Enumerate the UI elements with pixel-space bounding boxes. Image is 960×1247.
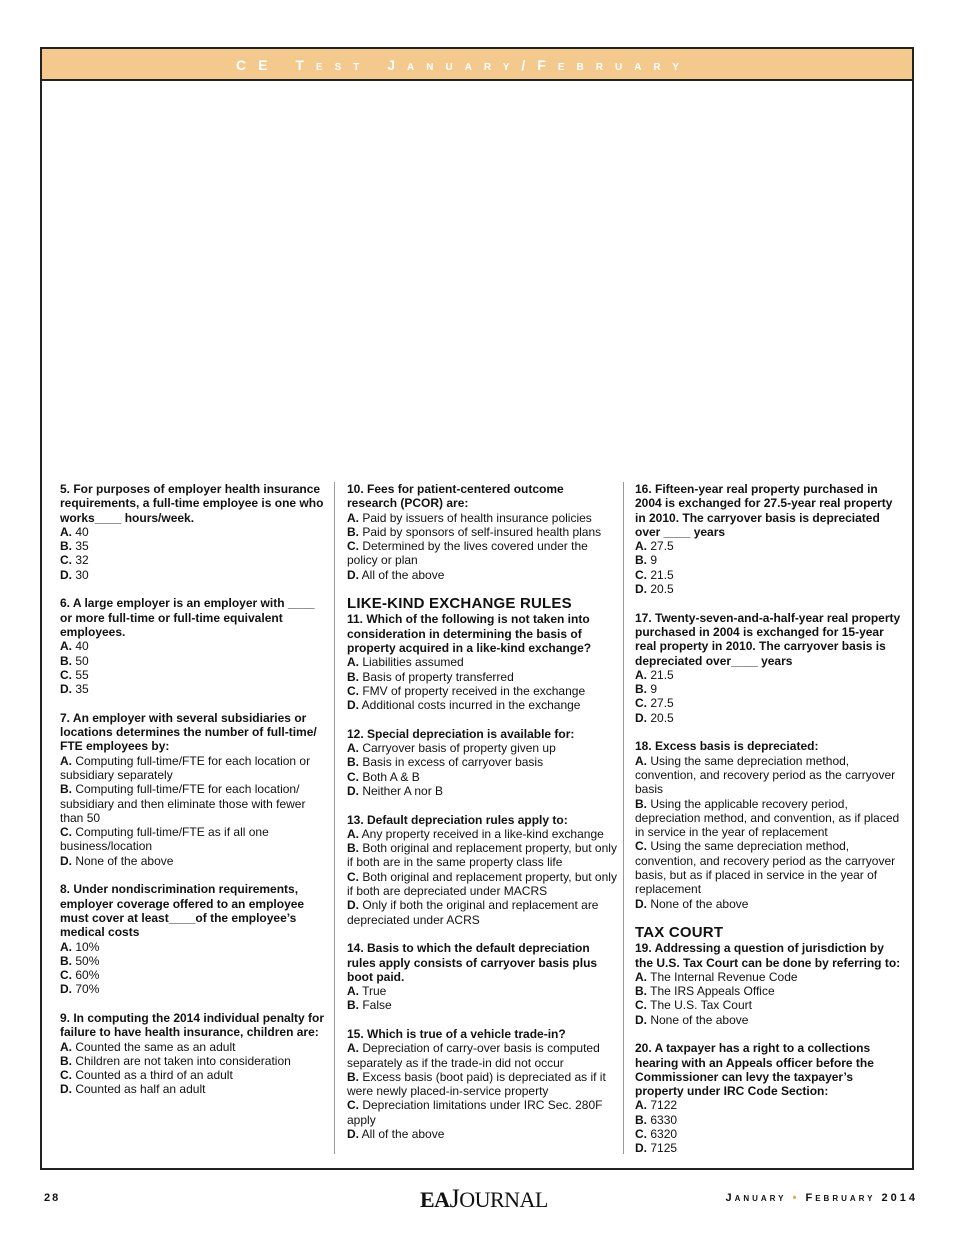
option-text: 20.5 — [650, 582, 674, 597]
option-text: Depreciation of carry-over basis is computed separately as if the trade-in did not occur — [347, 1041, 600, 1070]
answer-option — [635, 539, 905, 553]
option-text: 9 — [650, 682, 658, 697]
option-letter: A. — [635, 1098, 647, 1113]
question-item — [60, 711, 328, 868]
option-letter: A. — [635, 969, 647, 984]
question-text: 7. An employer with several subsidiaries or locations determines the number of full-time/ FTE employees by: — [60, 710, 317, 754]
column-divider — [334, 482, 335, 1154]
option-letter: A. — [347, 1041, 359, 1056]
option-letter: B. — [60, 953, 72, 968]
answer-option — [347, 1070, 617, 1099]
answer-option — [60, 1040, 328, 1054]
answer-option — [60, 654, 328, 668]
answer-option — [347, 741, 617, 755]
option-letter: D. — [60, 853, 72, 868]
option-text: 40 — [75, 524, 89, 539]
option-text: Counted as a third of an adult — [75, 1068, 233, 1083]
option-letter: B. — [635, 984, 647, 999]
answer-option — [347, 827, 617, 841]
page-footer — [0, 1180, 960, 1220]
question-list — [347, 482, 617, 582]
option-text: None of the above — [75, 853, 174, 868]
answer-option — [635, 568, 905, 582]
question-text: 6. A large employer is an employer with ____ or more full-time or full-time equivalent employees. — [60, 596, 315, 639]
option-text: Determined by the lives covered under the policy or plan — [347, 539, 588, 568]
answer-option — [635, 970, 905, 984]
option-letter: B. — [60, 1053, 72, 1068]
answer-option — [635, 1098, 905, 1112]
answer-option — [347, 898, 617, 927]
answer-option — [635, 711, 905, 725]
option-text: Both original and replacement property, but only if both are in the same property class life — [347, 841, 617, 870]
answer-option — [347, 998, 617, 1012]
option-letter: C. — [635, 567, 647, 582]
option-text: All of the above — [361, 567, 445, 582]
option-letter: D. — [347, 1127, 359, 1142]
question-item — [347, 727, 617, 798]
answer-option — [60, 639, 328, 653]
ce-test-frame — [40, 47, 914, 1170]
option-letter: A. — [60, 939, 72, 954]
option-text: 20.5 — [650, 710, 674, 725]
option-letter: B. — [60, 782, 72, 797]
option-letter: A. — [347, 510, 359, 525]
answer-option — [60, 668, 328, 682]
option-text: Excess basis (boot paid) is depreciated as if it were newly placed-in-service property — [347, 1069, 606, 1099]
option-letter: A. — [635, 539, 647, 554]
answer-option — [60, 940, 328, 954]
answer-option — [635, 668, 905, 682]
option-text: 50% — [75, 953, 100, 968]
question-item — [635, 1041, 905, 1155]
option-text: Basis of property transferred — [362, 669, 514, 684]
question-text: 12. Special depreciation is available for: — [347, 726, 575, 741]
option-text: 60% — [75, 968, 100, 983]
answer-option — [347, 525, 617, 539]
option-text: 7125 — [650, 1141, 678, 1156]
question-text: 19. Addressing a question of jurisdiction by the U.S. Tax Court can be done by referring to: — [635, 941, 901, 970]
answer-option — [60, 954, 328, 968]
question-list — [347, 612, 617, 1141]
option-letter: B. — [635, 1112, 647, 1127]
option-text: Using the same depreciation method, convention, and recovery period as the carryover basis — [635, 753, 896, 797]
option-letter: B. — [347, 998, 359, 1013]
question-text: 17. Twenty-seven-and-a-half-year real property purchased in 2004 is exchanged for 15-year real property in 2010. The carryover basis is depreciated over____ years — [635, 610, 901, 668]
option-letter: D. — [347, 698, 359, 713]
option-letter: B. — [60, 539, 72, 554]
answer-option — [347, 1098, 617, 1127]
answer-option — [635, 1013, 905, 1027]
answer-option — [60, 754, 328, 783]
option-text: FMV of property received in the exchange — [362, 683, 586, 698]
question-item — [60, 482, 328, 582]
option-text: The U.S. Tax Court — [650, 998, 752, 1013]
option-letter: B. — [347, 669, 359, 684]
option-text: 27.5 — [650, 696, 674, 711]
option-text: 7122 — [650, 1098, 678, 1113]
question-text: 18. Excess basis is depreciated: — [635, 739, 819, 754]
option-letter: D. — [60, 682, 72, 697]
section-heading-like-kind: LIKE-KIND EXCHANGE RULES — [347, 595, 572, 613]
answer-option — [347, 770, 617, 784]
option-text: All of the above — [361, 1127, 445, 1142]
answer-option — [60, 825, 328, 854]
option-letter: D. — [635, 1141, 647, 1156]
option-letter: B. — [347, 1069, 359, 1084]
question-item — [635, 482, 905, 596]
option-letter: B. — [347, 524, 359, 539]
question-item — [635, 611, 905, 725]
question-list — [635, 941, 905, 1155]
option-letter: C. — [60, 1068, 72, 1083]
option-text: Paid by issuers of health insurance policies — [362, 510, 592, 525]
option-text: 32 — [75, 553, 89, 568]
option-text: 6320 — [650, 1127, 678, 1142]
banner-title: CE Test January/February — [236, 57, 691, 73]
option-text: 35 — [75, 539, 89, 554]
answer-option — [635, 754, 905, 797]
answer-option — [347, 568, 617, 582]
option-letter: D. — [635, 710, 647, 725]
answer-option — [60, 982, 328, 996]
question-text: 15. Which is true of a vehicle trade-in? — [347, 1026, 566, 1041]
answer-option — [347, 755, 617, 769]
answer-option — [347, 1127, 617, 1141]
question-item — [635, 739, 905, 911]
page-number: 28 — [44, 1192, 61, 1204]
option-text: 50 — [75, 653, 89, 668]
option-letter: A. — [347, 984, 359, 999]
answer-option — [347, 784, 617, 798]
option-letter: C. — [635, 998, 647, 1013]
answer-option — [347, 655, 617, 669]
option-text: Neither A nor B — [362, 783, 444, 798]
option-letter: A. — [635, 753, 647, 768]
question-text: 8. Under nondiscrimination requirements, employer coverage offered to an employee must cover at least____of the employee’s medical costs — [60, 882, 305, 940]
option-letter: A. — [60, 753, 72, 768]
question-text: 5. For purposes of employer health insurance requirements, a full-time employee is one who works____ hours/week. — [60, 482, 324, 525]
answer-option — [635, 1127, 905, 1141]
section-heading-tax-court: TAX COURT — [635, 924, 724, 942]
answer-option — [60, 854, 328, 868]
question-column-2 — [347, 482, 617, 1156]
option-text: Computing full-time/FTE for each location or subsidiary separately — [60, 753, 311, 782]
option-text: The Internal Revenue Code — [650, 969, 798, 984]
answer-option — [347, 841, 617, 870]
answer-option — [60, 525, 328, 539]
option-letter: D. — [347, 898, 359, 913]
answer-option — [60, 1068, 328, 1082]
option-text: 21.5 — [650, 567, 674, 582]
answer-option — [635, 696, 905, 710]
question-column-3 — [635, 482, 905, 1170]
option-letter: C. — [60, 553, 72, 568]
option-letter: C. — [60, 667, 72, 682]
question-text: 10. Fees for patient-centered outcome research (PCOR) are: — [347, 482, 564, 511]
answer-option — [347, 670, 617, 684]
answer-option — [635, 839, 905, 896]
option-letter: C. — [347, 869, 359, 884]
option-letter: D. — [60, 1082, 72, 1097]
question-item — [60, 596, 328, 696]
answer-option — [635, 998, 905, 1012]
option-letter: B. — [347, 841, 359, 856]
option-letter: A. — [60, 1039, 72, 1054]
answer-option — [60, 1082, 328, 1096]
option-text: Using the same depreciation method, convention, and recovery period as the carryover basis, but as if placed in service in the year of replacement — [635, 839, 896, 897]
option-letter: B. — [635, 796, 647, 811]
option-text: Both A & B — [362, 769, 420, 784]
option-letter: D. — [60, 567, 72, 582]
option-text: Counted the same as an adult — [75, 1039, 236, 1054]
option-letter: A. — [60, 524, 72, 539]
option-letter: B. — [635, 682, 647, 697]
option-text: 30 — [75, 567, 89, 582]
option-text: 27.5 — [650, 539, 674, 554]
option-text: False — [362, 998, 392, 1013]
answer-option — [635, 682, 905, 696]
question-column-1 — [60, 482, 328, 1111]
answer-option — [60, 968, 328, 982]
question-item — [60, 1011, 328, 1097]
option-text: Basis in excess of carryover basis — [362, 755, 544, 770]
option-text: Computing full-time/FTE as if all one business/location — [60, 825, 269, 854]
option-letter: A. — [635, 667, 647, 682]
column-divider — [623, 482, 624, 1154]
option-letter: D. — [347, 783, 359, 798]
answer-option — [347, 684, 617, 698]
option-text: 70% — [75, 982, 100, 997]
answer-option — [635, 984, 905, 998]
option-text: Using the applicable recovery period, depreciation method, and convention, as if placed in service in the year of replacement — [635, 796, 900, 840]
option-letter: A. — [347, 741, 359, 756]
option-letter: D. — [635, 582, 647, 597]
option-letter: C. — [60, 968, 72, 983]
question-text: 16. Fifteen-year real property purchased in 2004 is exchanged for 27.5-year real property in 2010. The carryover basis is depreciated over ____ years — [635, 482, 893, 539]
option-text: None of the above — [650, 896, 749, 911]
section-banner — [42, 49, 912, 81]
question-item — [347, 612, 617, 712]
option-text: 55 — [75, 667, 89, 682]
option-text: Children are not taken into consideration — [75, 1053, 291, 1068]
option-text: 40 — [75, 639, 89, 654]
option-text: 21.5 — [650, 667, 674, 682]
question-text: 13. Default depreciation rules apply to: — [347, 812, 568, 827]
option-text: Any property received in a like-kind exchange — [361, 826, 604, 841]
option-letter: C. — [635, 1127, 647, 1142]
question-text: 11. Which of the following is not taken into consideration in determining the basis of property acquired in a like-kind exchange? — [347, 612, 592, 655]
option-letter: A. — [60, 639, 72, 654]
question-item — [347, 482, 617, 582]
ea-journal-logo: EAJOURNAL — [420, 1184, 548, 1213]
answer-option — [60, 1054, 328, 1068]
question-item — [347, 941, 617, 1012]
question-item — [347, 813, 617, 927]
option-text: Carryover basis of property given up — [362, 741, 556, 756]
issue-date: January • February 2014 — [725, 1192, 918, 1204]
option-text: Depreciation limitations under IRC Sec. 280F apply — [347, 1098, 603, 1127]
question-text: 14. Basis to which the default depreciation rules apply consists of carryover basis plus boot paid. — [347, 941, 598, 984]
option-letter: C. — [347, 539, 359, 554]
option-letter: C. — [347, 1098, 359, 1113]
answer-option — [60, 568, 328, 582]
option-text: None of the above — [650, 1012, 749, 1027]
option-letter: A. — [347, 826, 359, 841]
question-text: 9. In computing the 2014 individual penalty for failure to have health insurance, children are: — [60, 1010, 325, 1040]
option-text: 9 — [650, 553, 658, 568]
question-item — [347, 1027, 617, 1141]
answer-option — [635, 1113, 905, 1127]
answer-option — [60, 539, 328, 553]
option-text: Computing full-time/FTE for each location/ subsidiary and then eliminate those with fewer than 50 — [60, 782, 306, 825]
answer-option — [347, 511, 617, 525]
question-item — [60, 882, 328, 996]
option-letter: C. — [635, 696, 647, 711]
answer-option — [60, 553, 328, 567]
answer-option — [347, 870, 617, 899]
question-list — [635, 482, 905, 911]
answer-option — [347, 984, 617, 998]
option-text: Counted as half an adult — [75, 1082, 206, 1097]
option-letter: A. — [347, 655, 359, 670]
question-item — [635, 941, 905, 1027]
option-text: Both original and replacement property, but only if both are depreciated under MACRS — [347, 869, 617, 899]
option-letter: D. — [60, 982, 72, 997]
answer-option — [60, 682, 328, 696]
option-text: True — [362, 984, 387, 999]
answer-option — [635, 1141, 905, 1155]
option-letter: D. — [635, 1012, 647, 1027]
option-text: 10% — [75, 939, 100, 954]
answer-option — [347, 1041, 617, 1070]
option-text: Paid by sponsors of self-insured health plans — [362, 524, 602, 539]
answer-option — [635, 553, 905, 567]
option-letter: B. — [60, 653, 72, 668]
answer-option — [60, 782, 328, 825]
option-letter: D. — [635, 896, 647, 911]
option-letter: D. — [347, 567, 359, 582]
option-text: 35 — [75, 682, 89, 697]
option-text: Only if both the original and replacement are depreciated under ACRS — [347, 898, 599, 927]
option-text: 6330 — [650, 1112, 678, 1127]
option-letter: C. — [635, 839, 647, 854]
option-letter: C. — [60, 825, 72, 840]
option-text: The IRS Appeals Office — [650, 984, 775, 999]
option-text: Additional costs incurred in the exchange — [361, 698, 581, 713]
answer-option — [347, 698, 617, 712]
answer-option — [635, 897, 905, 911]
question-text: 20. A taxpayer has a right to a collections hearing with an Appeals officer before the Commissioner can levy the taxpayer’s property under IRC Code Section: — [635, 1041, 874, 1099]
answer-option — [635, 797, 905, 840]
answer-option — [347, 539, 617, 568]
option-letter: B. — [635, 553, 647, 568]
option-letter: C. — [347, 683, 359, 698]
option-letter: C. — [347, 769, 359, 784]
option-text: Liabilities assumed — [362, 655, 464, 670]
answer-option — [635, 582, 905, 596]
option-letter: B. — [347, 755, 359, 770]
